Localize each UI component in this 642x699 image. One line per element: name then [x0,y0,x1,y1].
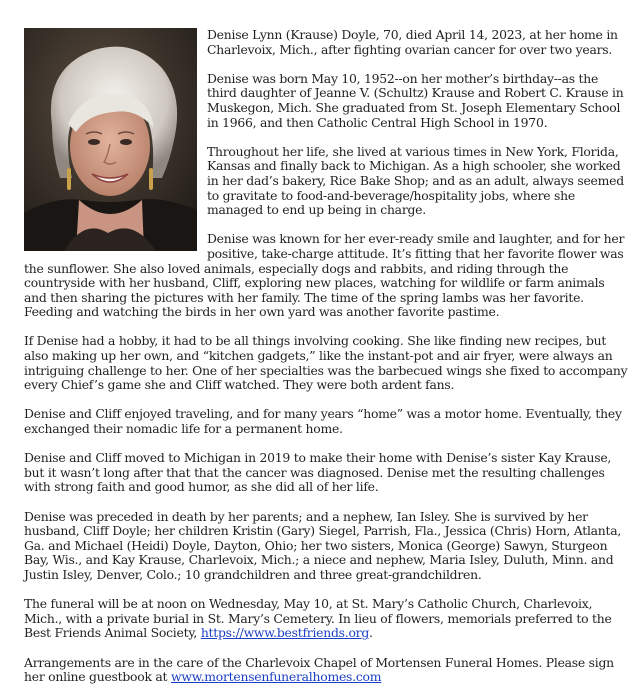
best-friends-link[interactable]: https://www.bestfriends.org [200,625,370,641]
arrangements-text: Arrangements are in the care of the Charlevoix Chapel of Mortensen Funeral Homes. Please sign her online guestbook at [24,654,614,685]
funeral-text: The funeral will be at noon on Wednesday, May 10, at St. Mary’s Catholic Church, Charlevoix, Mich., with a private burial in St. Mary’s Cemetery. In lieu of flowers, memorials preferred to the Best Friends Animal Society, [24,596,612,641]
funeral-suffix: . [369,625,373,641]
paragraph-survivors: Denise was preceded in death by her parents; and a nephew, Ian Isley. She is survived by her husband, Cliff Doyle; her children Kristin (Gary) Siegel, Parrish, Fla., Jessica (Chris) Horn, Atlanta, Ga. and Michael (Heidi) Doyle, Dayton, Ohio; her two sisters, Monica (George) Sawyn, Sturgeon Bay, Wis., and Kay Krause, Charlevoix, Mich.; a niece and nephew, Maria Isley, Duluth, Minn. and Justin Isley, Denver, Colo.; 10 grandchildren and three great-grandchildren. [24,508,622,582]
paragraph-arrangements [24,656,628,685]
portrait-image [24,28,197,251]
paragraph-move: Denise and Cliff moved to Michigan in 2019 to make their home with Denise’s sister Kay Krause, but it wasn’t long after that that the cancer was diagnosed. Denise met the resulting challenges with strong faith and good humor, as she did all of her life. [24,450,612,495]
obituary-document [24,28,628,699]
paragraph-birth: Denise was born May 10, 1952--on her mother’s birthday--as the third daughter of Jeanne V. (Schultz) Krause and Robert C. Krause in Muskegon, Mich. She graduated from St. Joseph Elementary School in 1966, and then Catholic Central High School in 1970. [207,70,624,130]
paragraph-death-notice: Denise Lynn (Krause) Doyle, 70, died April 14, 2023, at her home in Charlevoix, Mich., after fighting ovarian cancer for over two years. [207,27,618,57]
paragraph-hobby: If Denise had a hobby, it had to be all things involving cooking. She like finding new recipes, but also making up her own, and “kitchen gadgets,” like the instant-pot and air fryer, were always an intriguing challenge to her. One of her specialties was the barbecued wings she fixed to accompany every Chief’s game she and Cliff watched. They were both ardent fans. [24,333,628,393]
portrait-photo [24,28,197,251]
paragraph-funeral [24,597,628,641]
paragraph-travel: Denise and Cliff enjoyed traveling, and for many years “home” was a motor home. Eventually, they exchanged their nomadic life for a permanent home. [24,406,622,437]
paragraph-personality: Denise was known for her ever-ready smile and laughter, and for her positive, take-charge attitude. It’s fitting that her favorite flower was the sunflower. She also loved animals, especially dogs and rabbits, and riding through the countryside with her husband, Cliff, exploring new places, watching for wildlife or farm animals and then sharing the pictures with her family. The time of the spring lambs was her favorite. Feeding and watching the birds in her own yard was another favorite pastime. [24,231,625,320]
paragraph-life: Throughout her life, she lived at various times in New York, Florida, Kansas and finally back to Michigan. As a high schooler, she worked in her dad’s bakery, Rice Bake Shop; and as an adult, always seemed to gravitate to food-and-beverage/hospitality jobs, where she managed to end up being in charge. [207,143,624,218]
guestbook-link[interactable]: www.mortensenfuneralhomes.com [170,669,382,685]
